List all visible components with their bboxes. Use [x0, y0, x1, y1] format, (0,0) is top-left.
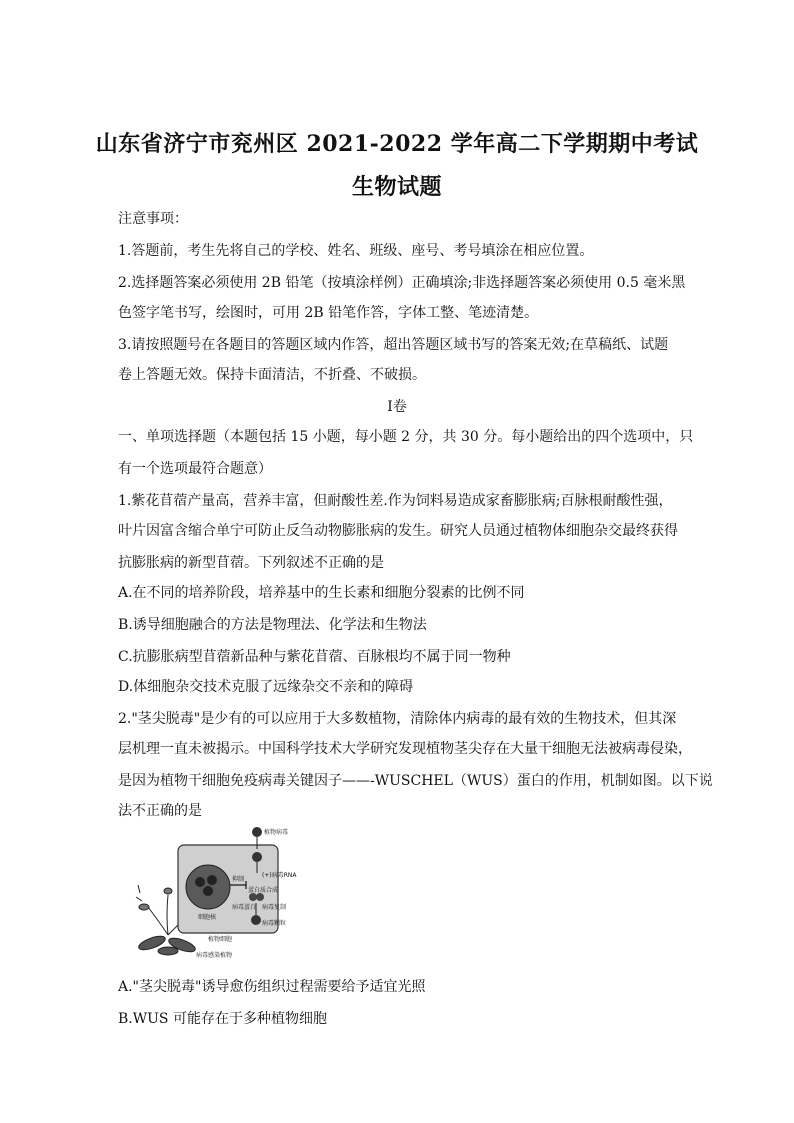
nucleus-label: 细胞核	[198, 914, 217, 921]
volume-label: Ⅰ卷	[387, 399, 407, 415]
inhibit-label: 抑制	[232, 876, 245, 883]
protein-synthesis-label: 蛋白质合成	[248, 887, 279, 894]
wus-protein-dot	[195, 877, 205, 887]
question-2-option-a: A."茎尖脱毒"诱导愈伤组织过程需要给予适宜光照	[118, 979, 426, 995]
viral-protein-label: 病毒蛋白	[232, 904, 257, 911]
exam-title: 山东省济宁市兖州区 2021-2022 学年高二下学期期中考试	[95, 131, 699, 157]
ribosome-icon	[256, 893, 264, 901]
cell-label: 植物细胞	[208, 936, 233, 943]
notice-item-2-line-1: 2.选择题答案必须使用 2B 铅笔（按填涂样例）正确填涂;非选择题答案必须使用 0.5 毫米黑	[118, 275, 686, 291]
notice-heading: 注意事项：	[118, 211, 188, 227]
wus-protein-dot	[203, 886, 213, 896]
virus-in-cell-icon	[252, 852, 262, 862]
question-2-line-1: 2."茎尖脱毒"是少有的可以应用于大多数植物，清除体内病毒的最有效的生物技术，但其深	[118, 711, 677, 727]
question-1-option-c: C.抗膨胀病型苜蓿新品种与紫花苜蓿、百脉根均不属于同一物种	[118, 649, 511, 665]
question-2-line-4: 法不正确的是	[118, 803, 202, 819]
question-1-line-3: 抗膨胀病的新型苜蓿。下列叙述不正确的是	[118, 555, 384, 571]
wus-protein-dot	[207, 875, 217, 885]
plant-label: 病毒感染植物	[196, 952, 233, 959]
rna-label: (+)病毒RNA	[262, 872, 297, 879]
virus-particle-icon	[251, 915, 261, 925]
virus-label: 植物病毒	[264, 829, 289, 836]
section-1-line-2: 有一个选项最符合题意）	[118, 461, 272, 477]
virus-icon	[252, 827, 262, 837]
exam-subtitle: 生物试题	[351, 174, 442, 200]
wus-mechanism-figure	[128, 825, 308, 975]
replication-label: 病毒复制	[262, 904, 287, 911]
question-2-line-3: 是因为植物干细胞免疫病毒关键因子——-WUSCHEL（WUS）蛋白的作用，机制如图。以下说	[118, 773, 713, 789]
question-1-line-2: 叶片因富含缩合单宁可防止反刍动物膨胀病的发生。研究人员通过植物体细胞杂交最终获得	[118, 523, 678, 539]
question-2-line-2: 层机理一直未被揭示。中国科学技术大学研究发现植物茎尖存在大量干细胞无法被病毒侵染，	[118, 741, 692, 757]
question-1-line-1: 1.紫花苜蓿产量高，营养丰富，但耐酸性差.作为饲料易造成家畜膨胀病;百脉根耐酸性强，	[118, 493, 673, 509]
particle-label: 病毒颗粒	[262, 920, 287, 927]
question-2-option-b: B.WUS 可能存在于多种植物细胞	[118, 1011, 327, 1027]
question-1-option-a: A.在不同的培养阶段，培养基中的生长素和细胞分裂素的比例不同	[118, 585, 525, 601]
ribosome-icon	[249, 893, 257, 901]
question-1-option-d: D.体细胞杂交技术克服了远缘杂交不亲和的障碍	[118, 679, 414, 695]
notice-item-1: 1.答题前，考生先将自己的学校、姓名、班级、座号、考号填涂在相应位置。	[118, 243, 594, 259]
question-1-option-b: B.诱导细胞融合的方法是物理法、化学法和生物法	[118, 617, 427, 633]
notice-item-3-line-1: 3.请按照题号在各题目的答题区域内作答，超出答题区域书写的答案无效;在草稿纸、试题	[118, 337, 669, 353]
notice-item-2-line-2: 色签字笔书写，绘图时，可用 2B 铅笔作答，字体工整、笔迹清楚。	[118, 305, 539, 321]
notice-item-3-line-2: 卷上答题无效。保持卡面清洁，不折叠、不破损。	[118, 367, 426, 383]
section-1-line-1: 一、单项选择题（本题包括 15 小题，每小题 2 分，共 30 分。每小题给出的四个选项中，只	[118, 429, 694, 445]
